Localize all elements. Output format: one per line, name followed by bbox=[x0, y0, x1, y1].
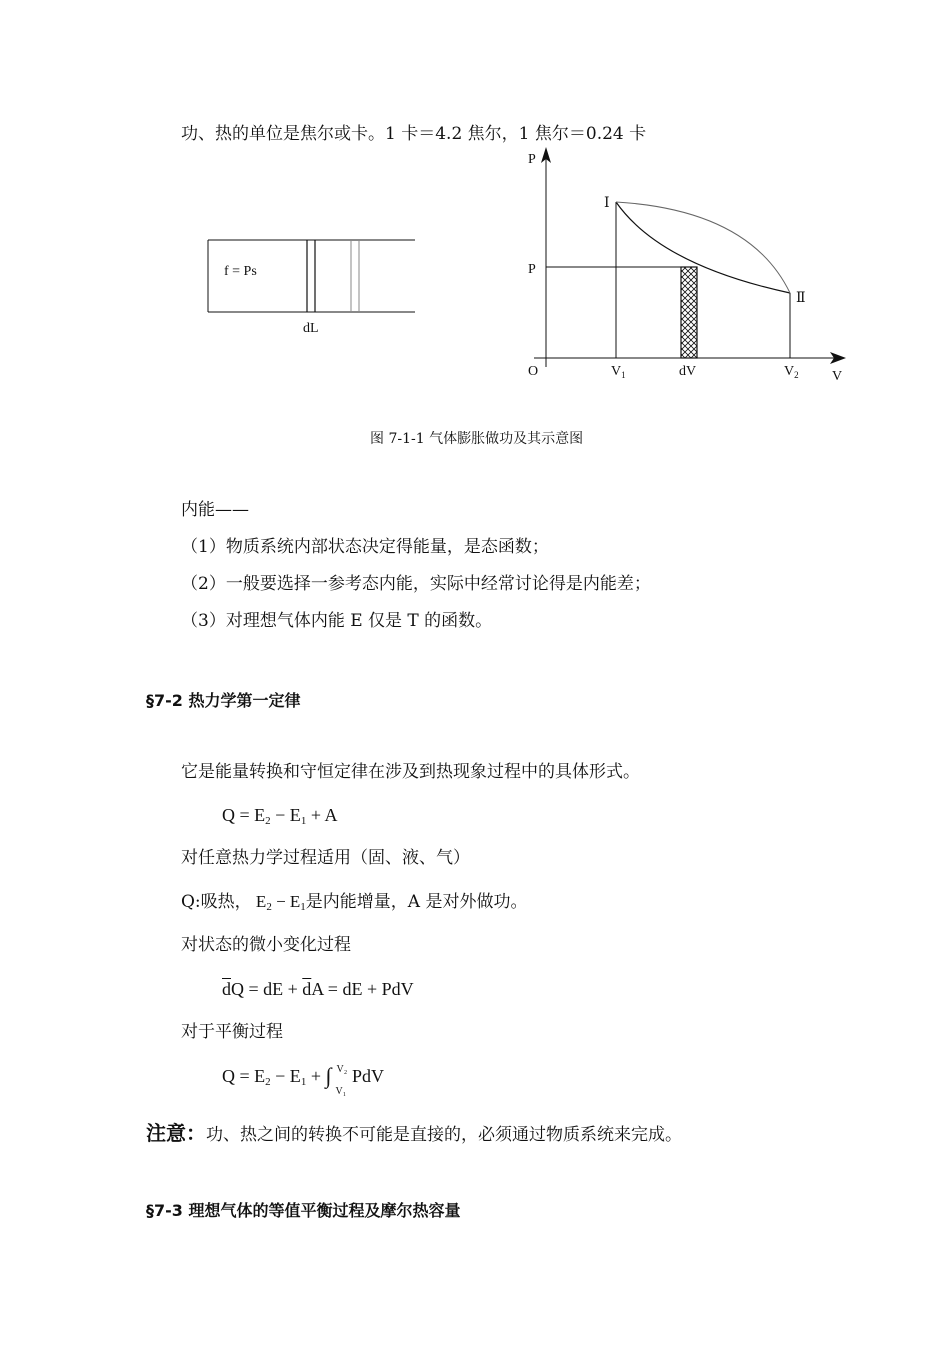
state-2-label: Ⅱ bbox=[796, 291, 806, 306]
v-axis-label: V bbox=[832, 369, 843, 384]
state-1-label: Ⅰ bbox=[604, 196, 610, 211]
dv-label: dV bbox=[679, 364, 697, 379]
v1-label: $V_1$ bbox=[611, 364, 626, 380]
section-7-3-heading: §7-3 理想气体的等值平衡过程及摩尔热容量 bbox=[146, 1201, 461, 1220]
internal-energy-item-1: （1）物质系统内部状态决定得能量，是态函数； bbox=[181, 537, 549, 557]
pv-diagram bbox=[520, 145, 855, 390]
v2-label: $V_2$ bbox=[784, 364, 799, 380]
force-label: f = Ps bbox=[224, 264, 257, 279]
integral-sign: ∫ V₂ V₁ bbox=[325, 1062, 348, 1097]
equilibrium-line: 对于平衡过程 bbox=[181, 1022, 283, 1042]
upper-curve bbox=[616, 202, 790, 293]
origin-label: O bbox=[528, 364, 539, 379]
section-7-2-intro: 它是能量转换和守恒定律在涉及到热现象过程中的具体形式。 bbox=[181, 762, 640, 782]
dv-strip bbox=[681, 267, 697, 358]
definition-line: Q:吸热， $E_2 - E_1$是内能增量，A 是对外做功。 bbox=[181, 892, 528, 913]
lower-curve bbox=[616, 202, 790, 293]
applicability-line: 对任意热力学过程适用（固、液、气） bbox=[181, 848, 470, 868]
internal-energy-title: 内能—— bbox=[181, 500, 249, 520]
p-axis-label: P bbox=[528, 152, 536, 167]
figure-caption: 图 7-1-1 气体膨胀做功及其示意图 bbox=[370, 431, 584, 447]
note-label: 注意： bbox=[146, 1121, 206, 1145]
note-line bbox=[146, 1117, 682, 1146]
section-7-2-heading: §7-2 热力学第一定律 bbox=[146, 691, 301, 710]
small-change-line: 对状态的微小变化过程 bbox=[181, 935, 351, 955]
differential-equation: $\overline{d}Q$ = dE + $\overline{d}A$ = dE + PdV bbox=[222, 979, 414, 999]
note-text: 功、热之间的转换不可能是直接的，必须通过物质系统来完成。 bbox=[206, 1125, 682, 1145]
piston-diagram bbox=[200, 230, 425, 340]
dl-label: dL bbox=[303, 321, 319, 336]
internal-energy-item-2: （2）一般要选择一参考态内能，实际中经常讨论得是内能差； bbox=[181, 574, 651, 594]
internal-energy-item-3: （3）对理想气体内能 E 仅是 T 的函数。 bbox=[181, 611, 493, 631]
first-law-equation: $Q = E_2 - E_1 + A$ bbox=[222, 805, 338, 827]
units-line: 功、热的单位是焦尔或卡。1 卡＝4.2 焦尔，1 焦尔＝0.24 卡 bbox=[181, 124, 647, 144]
integral-equation: $Q = E_2 - E_1$ + ∫ V₂ V₁ PdV bbox=[222, 1062, 384, 1097]
p-level-label: P bbox=[528, 262, 536, 277]
